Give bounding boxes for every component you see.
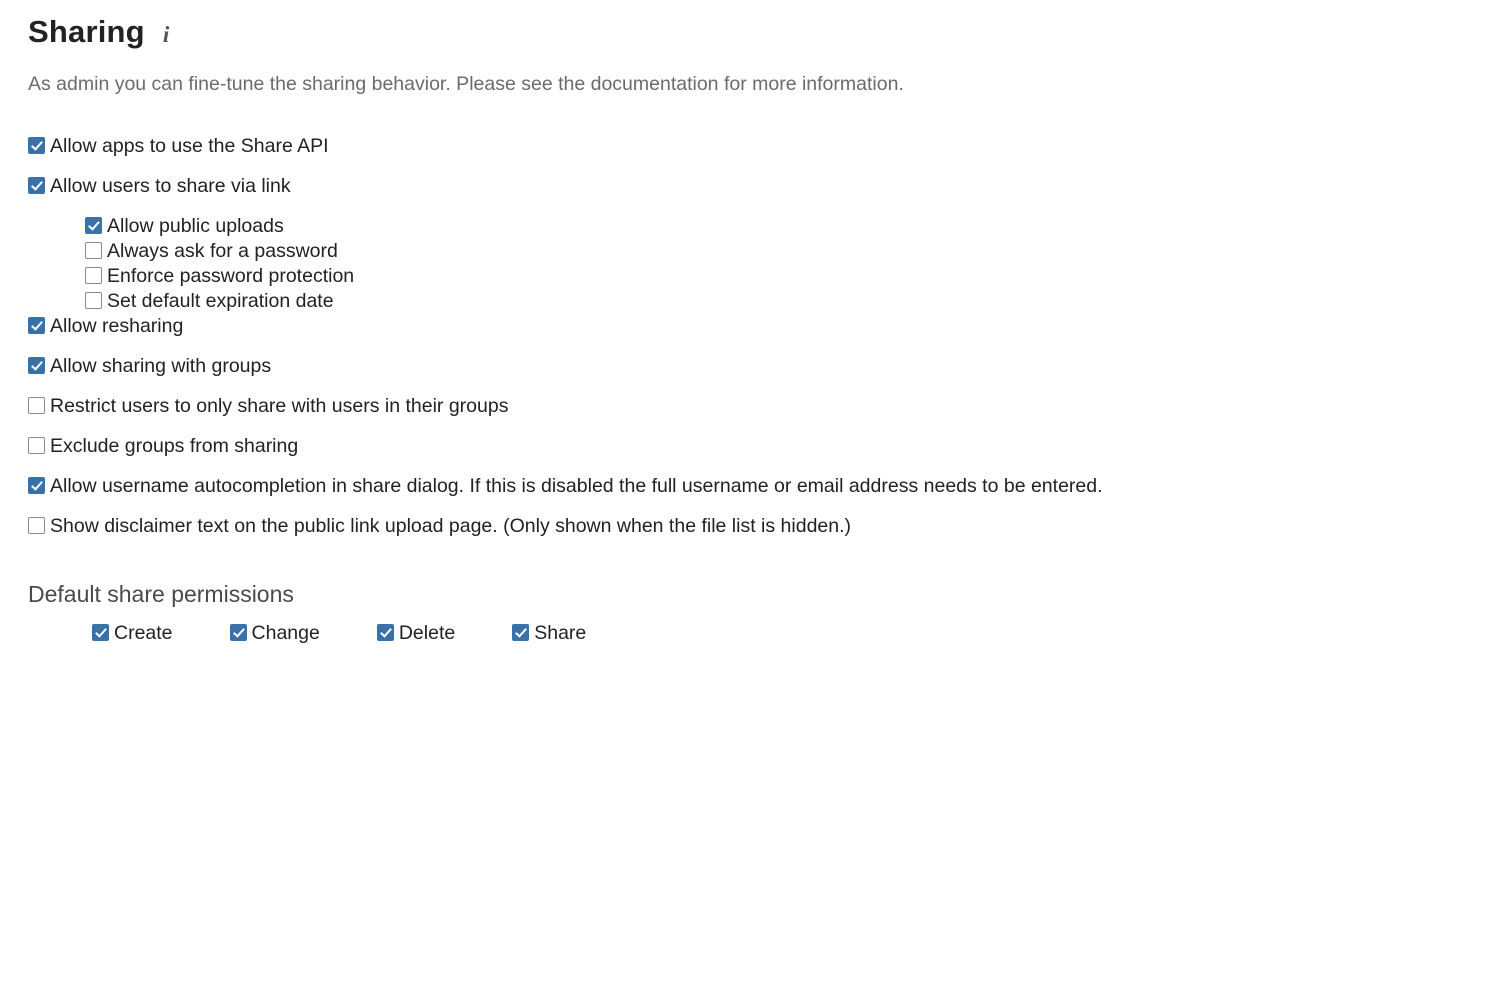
checkbox-allow-apps-to-use-the[interactable] [28,137,45,154]
label-set-default-expiration-date[interactable]: Set default expiration date [107,290,334,313]
checkbox-permission-create[interactable] [92,624,109,641]
page-title-row [28,14,1470,50]
sharing-options-list [28,135,1470,537]
label-allow-public-uploads[interactable]: Allow public uploads [107,215,284,238]
checkbox-allow-sharing-with-groups[interactable] [28,357,45,374]
label-permission-create[interactable]: Create [114,622,173,645]
checkbox-permission-share[interactable] [512,624,529,641]
info-icon[interactable]: i [162,22,170,47]
checkbox-restrict-users-to-only-share[interactable] [28,397,45,414]
permission-change[interactable] [230,622,320,644]
option-row-enforce-password-protection[interactable] [85,265,1470,287]
label-restrict-users-to-only-share[interactable]: Restrict users to only share with users in their groups [50,395,509,418]
option-row-allow-public-uploads[interactable] [85,215,1470,237]
option-row-show-disclaimer-text-on-the[interactable] [28,515,1470,537]
option-row-restrict-users-to-only-share[interactable] [28,395,1470,417]
permission-share[interactable] [512,622,586,644]
option-row-exclude-groups-from-sharing[interactable] [28,435,1470,457]
checkbox-allow-users-to-share-via[interactable] [28,177,45,194]
label-always-ask-for-a-password[interactable]: Always ask for a password [107,240,338,263]
checkbox-show-disclaimer-text-on-the[interactable] [28,517,45,534]
label-allow-apps-to-use-the[interactable]: Allow apps to use the Share API [50,135,329,158]
default-share-permissions-heading: Default share permissions [28,581,294,608]
option-row-set-default-expiration-date[interactable] [85,290,1470,312]
label-show-disclaimer-text-on-the[interactable]: Show disclaimer text on the public link upload page. (Only shown when the file list is hidden.) [50,515,852,538]
default-share-permissions-row [92,622,1470,644]
page-title: Sharing [28,14,145,49]
label-allow-username-autocompletion-in-share[interactable]: Allow username autocompletion in share dialog. If this is disabled the full username or email address needs to be entered. [50,475,1103,498]
option-row-allow-users-to-share-via[interactable] [28,175,1470,197]
label-permission-change[interactable]: Change [251,622,320,645]
checkbox-permission-change[interactable] [230,624,247,641]
option-row-always-ask-for-a-password[interactable] [85,240,1470,262]
label-allow-resharing[interactable]: Allow resharing [50,315,184,338]
option-row-allow-username-autocompletion-in-share[interactable] [28,475,1470,497]
checkbox-exclude-groups-from-sharing[interactable] [28,437,45,454]
option-row-allow-apps-to-use-the[interactable] [28,135,1470,157]
label-permission-delete[interactable]: Delete [398,622,456,645]
option-row-allow-sharing-with-groups[interactable] [28,355,1470,377]
checkbox-set-default-expiration-date[interactable] [85,292,102,309]
checkbox-allow-public-uploads[interactable] [85,217,102,234]
checkbox-always-ask-for-a-password[interactable] [85,242,102,259]
label-allow-sharing-with-groups[interactable]: Allow sharing with groups [50,355,272,378]
option-row-allow-resharing[interactable] [28,315,1470,337]
checkbox-allow-username-autocompletion-in-share[interactable] [28,477,45,494]
checkbox-allow-resharing[interactable] [28,317,45,334]
label-enforce-password-protection[interactable]: Enforce password protection [107,265,355,288]
permission-create[interactable] [92,622,173,644]
checkbox-enforce-password-protection[interactable] [85,267,102,284]
label-allow-users-to-share-via[interactable]: Allow users to share via link [50,175,291,198]
label-exclude-groups-from-sharing[interactable]: Exclude groups from sharing [50,435,299,458]
permission-delete[interactable] [377,622,455,644]
checkbox-permission-delete[interactable] [377,624,394,641]
page-description: As admin you can fine-tune the sharing behavior. Please see the documentation for more information. [28,73,904,95]
label-permission-share[interactable]: Share [534,622,587,645]
